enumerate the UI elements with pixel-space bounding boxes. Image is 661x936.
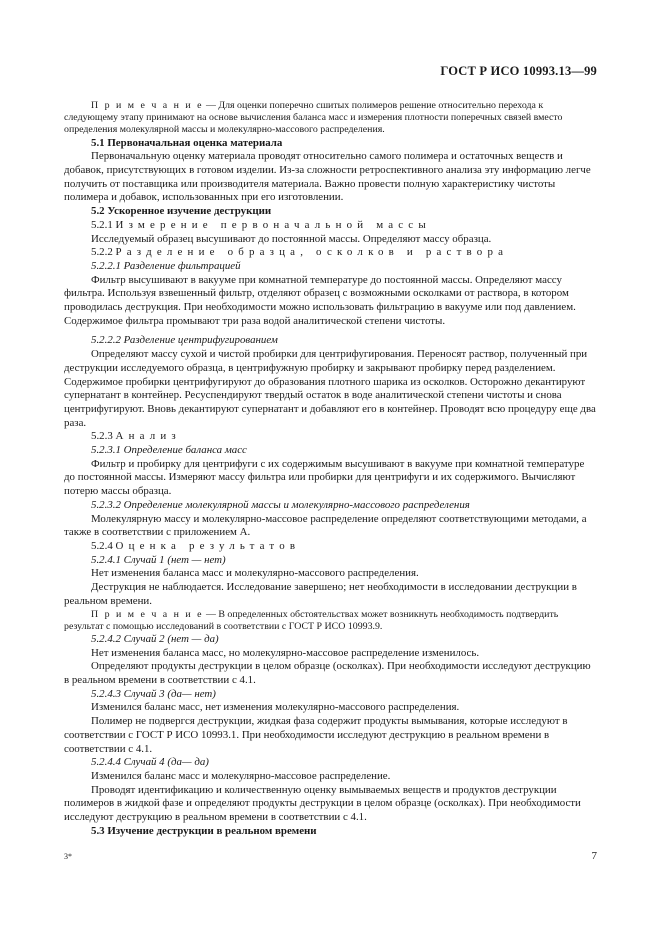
subsection-heading-5-2-3 [64, 430, 597, 444]
note-text: — В определенных обстоятельствах может возникнуть необходимость подтвердить результат с помощью исследований в соответствии с ГОСТ Р ИСО 10993.9. [64, 608, 559, 632]
paragraph: Определяют продукты деструкции в целом образце (осколках). При необходимости исследуют деструкцию в реальном времени в соответствии с 4.1. [64, 660, 591, 687]
clause-heading-5-2-2-2: 5.2.2.2 Разделение центрифугированием [91, 334, 278, 347]
clause-heading-case-3: 5.2.4.3 Случай 3 (да— нет) [91, 687, 216, 700]
note-label: П р и м е ч а н и е [91, 608, 204, 620]
subsection-heading-5-2-2 [64, 246, 597, 260]
signature-mark: 3* [64, 852, 72, 861]
page-number: 7 [591, 850, 597, 862]
subsection-heading-5-2-1 [64, 219, 597, 233]
paragraph: Молекулярную массу и молекулярно-массовое распределение определяют соответствующими методами, а также в соответствии с приложением А. [64, 512, 587, 539]
clause-heading-case-1: 5.2.4.1 Случай 1 (нет — нет) [91, 553, 226, 566]
section-heading-5-1: 5.1 Первоначальная оценка материала [91, 136, 283, 149]
paragraph: Исследуемый образец высушивают до постоянной массы. Определяют массу образца. [91, 232, 492, 245]
section-heading-5-3: 5.3 Изучение деструкции в реальном времени [91, 824, 317, 837]
subsection-title: Оценка результатов [115, 540, 301, 552]
subsection-number: 5.2.2 [91, 246, 113, 259]
paragraph: Нет изменения баланса масс, но молекулярно-массовое распределение изменилось. [91, 646, 480, 659]
section-heading-5-2: 5.2 Ускоренное изучение деструкции [91, 205, 272, 218]
paragraph: Деструкция не наблюдается. Исследование завершено; нет необходимости в исследовании деструкции в реальном времени. [64, 581, 577, 607]
paragraph: Определяют массу сухой и чистой пробирки для центрифугирования. Переносят раствор, полученный при деструкции исследуемого образца, в центрифужную пробирку и закрывают пробирку перед разделением. Содержимое пробирки центрифугируют до образования плотного шарика из осколков. Осторожно декантируют супернатант в контейнер. Ресуспендируют твердый остаток в воде аналитической степени чистоты и снова центрифугируют. Вновь декантируют супернатант и добавляют его в контейнер. Проводят всю процедуру еще два раза. [64, 348, 596, 429]
paragraph: Изменился баланс масс, нет изменения молекулярно-массового распределения. [91, 701, 460, 714]
clause-heading-case-2: 5.2.4.2 Случай 2 (нет — да) [91, 632, 219, 645]
subsection-title: Разделение образца, осколков и раствора [115, 246, 509, 259]
subsection-number: 5.2.4 [91, 540, 113, 552]
note-label: П р и м е ч а н и е [91, 100, 204, 111]
note-paragraph [64, 100, 597, 137]
note-text: — Для оценки поперечно сшитых полимеров решение относительно перехода к следующему этапу принимают на основе вычисления баланса масс и измерения плотности поперечных связей вместо определения молекулярной массы и молекулярно-массового распределения. [64, 100, 563, 136]
subsection-title: Измерение первоначальной массы [115, 218, 431, 231]
paragraph: Изменился баланс масс и молекулярно-массовое распределение. [91, 769, 391, 782]
note-paragraph [64, 609, 597, 633]
standard-header: ГОСТ Р ИСО 10993.13—99 [440, 64, 597, 78]
document-body [64, 100, 597, 838]
clause-heading-case-4: 5.2.4.4 Случай 4 (да— да) [91, 756, 209, 769]
paragraph: Нет изменения баланса масс и молекулярно-массового распределения. [91, 567, 419, 580]
paragraph: Первоначальную оценку материала проводят относительно самого полимера и остаточных веществ и добавок, присутствующих в готовом изделии. Из-за сложности ретроспективного анализа эту информацию легче получить от поставщика или производителя материала. Важно провести полную характеристику чистоты полимера и добавок, использованных при его изготовлении. [64, 150, 591, 204]
subsection-heading-5-2-4 [64, 540, 597, 554]
subsection-title: Анализ [115, 430, 181, 443]
clause-heading-5-2-2-1: 5.2.2.1 Разделение фильтрацией [91, 259, 241, 272]
paragraph: Полимер не подвергся деструкции, жидкая фаза содержит продукты вымывания, которые исследуют в соответствии с ГОСТ Р ИСО 10993.1. При необходимости исследуют деструкцию в реальном времени в соответствии с 4.1. [64, 715, 568, 755]
paragraph: Проводят идентификацию и количественную оценку вымываемых веществ и продуктов деструкции полимеров в жидкой фазе и определяют продукты деструкции в целом образце (осколках). При необходимости исследуют деструкцию в реальном времени в соответствии с 4.1. [64, 783, 581, 824]
clause-heading-5-2-3-1: 5.2.3.1 Определение баланса масс [91, 444, 247, 457]
clause-heading-5-2-3-2: 5.2.3.2 Определение молекулярной массы и молекулярно-массового распределения [91, 498, 470, 511]
subsection-number: 5.2.1 [91, 218, 113, 231]
subsection-number: 5.2.3 [91, 430, 113, 443]
paragraph: Фильтр высушивают в вакууме при комнатной температуре до постоянной массы. Определяют массу фильтра. Используя взвешенный фильтр, отделяют образец с возможными осколками от раствора, в котором проводилась деструкция. При необходимости можно использовать фильтрацию в вакууме или под давлением. Содержимое фильтра промывают три раза водой аналитической степени чистоты. [64, 273, 576, 327]
paragraph: Фильтр и пробирку для центрифуги с их содержимым высушивают в вакууме при комнатной температуре до постоянной массы. Измеряют массу фильтра или пробирки для центрифуги и их содержимого. Вычисляют потерю массы образца. [64, 457, 585, 498]
